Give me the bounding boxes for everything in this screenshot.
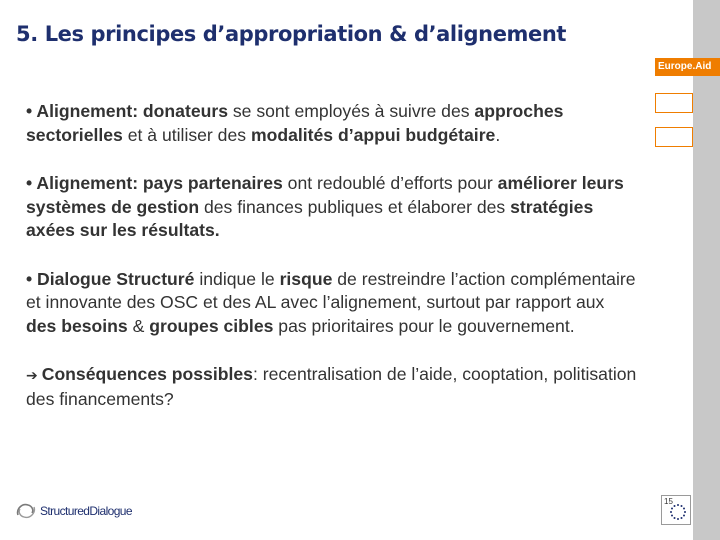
- right-side-band: [693, 0, 720, 540]
- eu-stars-icon: [668, 502, 688, 522]
- text-segment: modalités d’appui budgétaire: [250, 124, 496, 145]
- page-number: 15: [664, 497, 673, 506]
- text-segment: • Alignement: donateurs: [26, 101, 228, 121]
- bullet-alignement-donateurs: [26, 100, 638, 147]
- logo-text: StructuredDialogue: [40, 504, 132, 518]
- text-segment: et à utiliser des: [122, 124, 251, 145]
- text-segment: des finances publiques et élaborer des: [199, 196, 511, 217]
- text-segment: Conséquences possibles: [41, 364, 253, 384]
- page-number-box: [661, 495, 691, 525]
- bullet-dialogue-structure: [26, 268, 638, 339]
- bullet-alignement-pays-partenaires: [26, 172, 638, 243]
- text-segment: améliorer leurs systèmes de gestion: [26, 173, 624, 217]
- title-bar: [0, 0, 692, 58]
- text-segment: indique le: [194, 268, 280, 289]
- text-segment: se sont employés à suivre des: [227, 101, 475, 121]
- bullet-consequences: [26, 363, 638, 411]
- slide-title: 5. Les principes d’appropriation & d’alignement: [16, 22, 567, 46]
- text-segment: &: [127, 315, 150, 336]
- text-segment: des besoins: [26, 315, 128, 336]
- structured-dialogue-logo: [14, 500, 132, 522]
- text-segment: de restreindre l’action complémentaire et innovante des OSC et des AL avec l’alignement, surtout par rapport aux: [26, 268, 636, 312]
- text-segment: • Dialogue Structuré: [26, 268, 195, 289]
- text-segment: risque: [279, 268, 333, 289]
- text-segment: stratégies axées sur les résultats.: [26, 196, 594, 240]
- text-segment: approches sectorielles: [26, 101, 564, 145]
- text-segment: groupes cibles: [149, 315, 274, 336]
- brand-label: Europe.Aid: [658, 61, 712, 72]
- text-segment: ont redoublé d’efforts pour: [282, 173, 498, 193]
- brand-tab: [655, 58, 720, 76]
- text-segment: pas prioritaires pour le gouvernement.: [273, 315, 575, 336]
- arrow-right-icon: ➔: [26, 367, 38, 383]
- side-decoration-box: [655, 93, 693, 113]
- text-segment: : recentralisation de l’aide, cooptation, politisation des financements?: [26, 364, 637, 409]
- side-decoration-box: [655, 127, 693, 147]
- slide-body: [26, 100, 638, 436]
- dialogue-swirl-icon: [14, 501, 38, 521]
- text-segment: • Alignement: pays partenaires: [26, 173, 283, 193]
- text-segment: .: [495, 124, 501, 145]
